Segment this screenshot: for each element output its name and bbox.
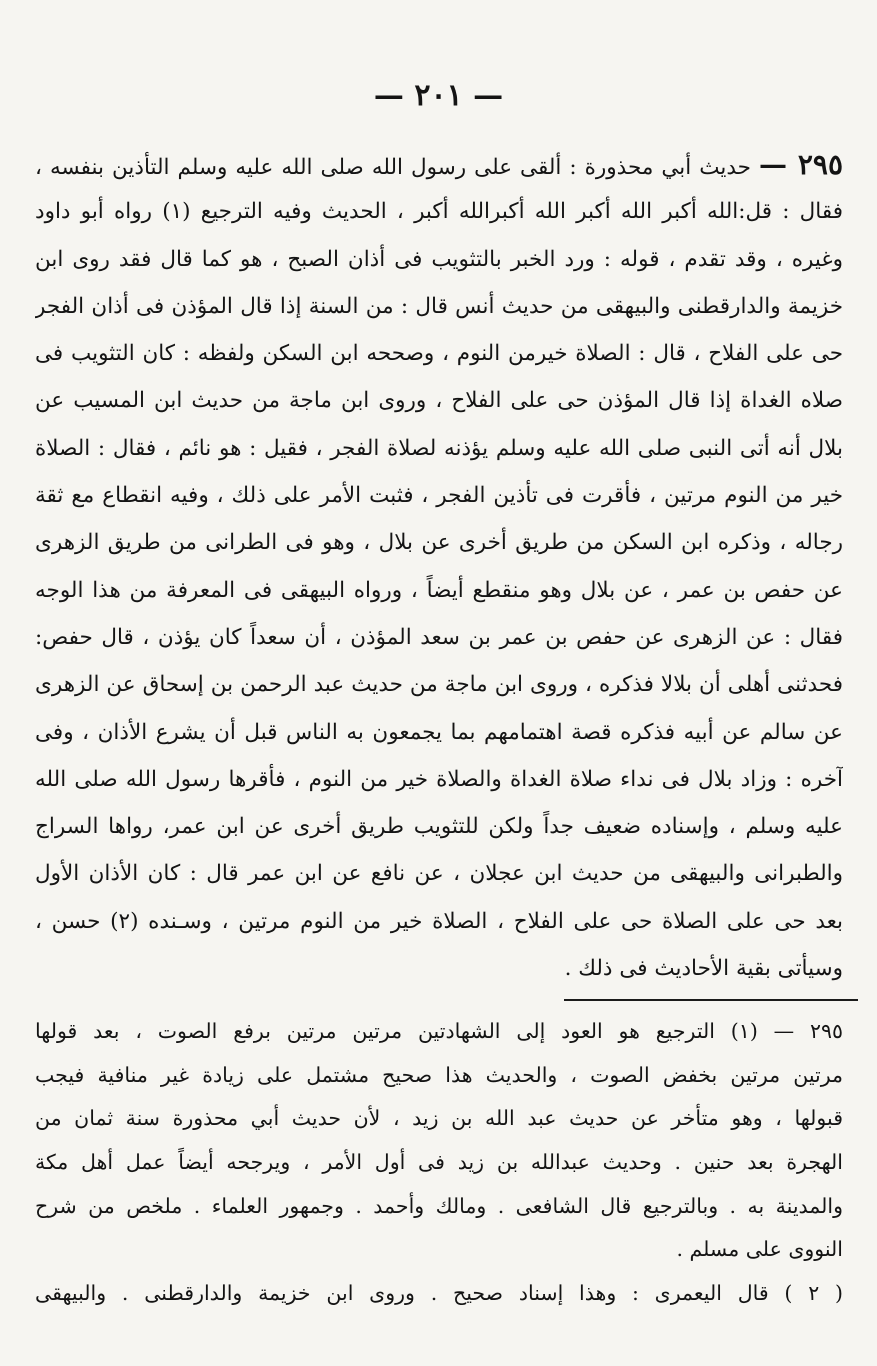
footnote-divider (564, 999, 858, 1001)
main-text-line (35, 141, 843, 188)
main-text-line: بلال أنه أتى النبى صلى الله عليه وسلم يؤذنه لصلاة الفجر ، فقيل : هو نائم ، فقال : الصلاة (35, 435, 843, 461)
main-text-line: والطبرانى والبيهقى من حديث ابن عجلان ، عن نافع عن ابن عمر قال : كان الأذان الأول (35, 861, 843, 887)
page-number: — ٢٠١ — (373, 78, 504, 113)
main-text-line: وسيأتى بقية الأحاديث فى ذلك . (564, 956, 843, 982)
main-text-line: حى على الفلاح ، قال : الصلاة خيرمن النوم ، وصححه ابن السكن ولفظه : كان التثويب فى (35, 341, 843, 367)
main-text-line: صلاه الغداة إذا قال المؤذن حى على الفلاح ، وروى ابن ماجة من حديث ابن المسيب عن (35, 388, 843, 414)
main-text-line: عن حفص بن عمر ، عن بلال وهو منقطع أيضاً ، ورواه البيهقى فى المعرفة من هذا الوجه (35, 577, 843, 603)
main-text-line: خير من النوم مرتين ، فأقرت فى تأذين الفجر ، فثبت الأمر على ذلك ، وفيه انقطاع مع ثقة (35, 483, 843, 509)
footnote-line: قبولها ، وهو متأخر عن حديث عبد الله بن زيد ، لأن حديث أبي محذورة سنة ثمان من (35, 1106, 843, 1131)
main-text-line: عن سالم عن أبيه فذكره قصة اهتمامهم بما يجمعون به الناس قبل أن يشرع الأذان ، وفى (35, 719, 843, 745)
footnote-line: النووى على مسلم . (676, 1237, 843, 1262)
main-text-line: بعد حى على الصلاة حى على الفلاح ، الصلاة خير من النوم مرتين ، وسـنده (٢) حسن ، (35, 908, 843, 934)
main-text-line: رجاله ، وذكره ابن السكن من طريق أخرى عن بلال ، وهو فى الطرانى من طريق الزهرى (35, 530, 843, 556)
footnote-line: مرتين مرتين بخفض الصوت ، والحديث هذا صحيح مشتمل على زيادة غير منافية فيجب (35, 1062, 843, 1087)
main-text-line: فحدثنى أهلى أن بلالا فذكره ، وروى ابن ماجة من حديث عبد الرحمن بن إسحاق عن الزهرى (35, 672, 843, 698)
main-text-line: فقال : عن الزهرى عن حفص بن عمر بن سعد المؤذن ، أن سعداً كان يؤذن ، قال حفص: (35, 624, 843, 650)
footnote-line: والمدينة به . وبالترجيع قال الشافعى . ومالك وأحمد . وجمهور العلماء . ملخص من شرح (35, 1193, 843, 1218)
footnote-line: الهجرة بعد حنين . وحديث عبدالله بن زيد فى أول الأمر ، ويرجحه أيضاً عمل أهل مكة (35, 1150, 843, 1175)
main-text-line: عليه وسلم ، وإسناده ضعيف جداً ولكن للتثويب طريق أخرى عن ابن عمر، رواها السراج (35, 814, 843, 840)
main-text-line-content: حديث أبي محذورة : ألقى على رسول الله صلى الله عليه وسلم التأذين بنفسه ، (35, 155, 751, 180)
main-text-line: فقال : قل:الله أكبر الله أكبر الله أكبرالله أكبر ، الحديث وفيه الترجيع (١) رواه أبو داود (35, 199, 843, 225)
main-text-line: آخره : وزاد بلال فى نداء صلاة الغداة والصلاة خير من النوم ، فأقرها رسول الله صلى الله (35, 766, 843, 792)
footnote-line: ٢٩٥ — (١) الترجيع هو العود إلى الشهادتين مرتين مرتين برفع الصوت ، بعد قولها (35, 1019, 843, 1043)
main-text (35, 141, 843, 992)
footnote-line: ( ٢ ) قال اليعمرى : وهذا إسناد صحيح . وروى ابن خزيمة والدارقطنى . والبيهقى (35, 1281, 843, 1306)
hadith-number: ٢٩٥ — (758, 148, 843, 181)
main-text-line: خزيمة والدارقطنى والبيهقى من حديث أنس قال : من السنة إذا قال المؤذن فى أذان الفجر (35, 293, 843, 319)
main-text-line: وغيره ، وقد تقدم ، قوله : ورد الخبر بالتثويب فى أذان الصبح ، هو كما قال فقد روى ابن (35, 246, 843, 272)
footnotes (35, 1010, 843, 1316)
